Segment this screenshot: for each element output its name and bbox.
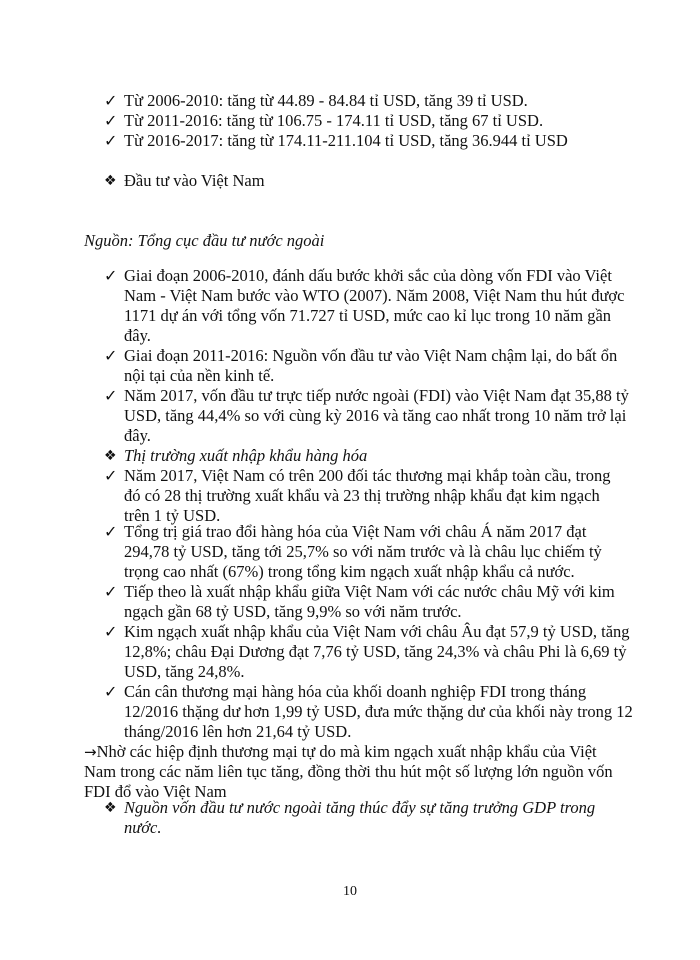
diamond-bullet-icon: ❖ <box>104 173 117 189</box>
diamond-bullet-icon: ❖ <box>104 448 117 464</box>
list-item-line: Năm 2017, Việt Nam có trên 200 đối tác thương mại khắp toàn cầu, trong <box>124 466 611 485</box>
section-heading-line: nước. <box>124 818 162 837</box>
check-icon: ✓ <box>104 466 118 485</box>
list-item-line: đây. <box>124 326 151 345</box>
list-item-line: Nam - Việt Nam bước vào WTO (2007). Năm 2008, Việt Nam thu hút được <box>124 286 625 305</box>
check-icon: ✓ <box>104 386 118 405</box>
list-item-line: đây. <box>124 426 151 445</box>
list-item-line: Năm 2017, vốn đầu tư trực tiếp nước ngoài (FDI) vào Việt Nam đạt 35,88 tỷ <box>124 386 629 405</box>
list-item-line: 1171 dự án với tổng vốn 71.727 tỉ USD, mức cao kỉ lục trong 10 năm gần <box>124 306 612 325</box>
list-item-line: trọng cao nhất (67%) trong tổng kim ngạch xuất nhập khẩu cả nước. <box>124 562 575 581</box>
check-icon: ✓ <box>104 582 118 601</box>
conclusion-line: FDI đổ vào Việt Nam <box>84 782 227 801</box>
check-icon: ✓ <box>104 91 118 110</box>
list-item-line: 294,78 tỷ USD, tăng tới 25,7% so với năm trước và là châu lục chiếm tỷ <box>124 542 602 561</box>
source-note: Nguồn: Tổng cục đầu tư nước ngoài <box>84 231 325 250</box>
check-icon: ✓ <box>104 266 118 285</box>
conclusion-line: Nam trong các năm liên tục tăng, đồng thời thu hút một số lượng lớn nguồn vốn <box>84 762 613 781</box>
list-item-line: Tổng trị giá trao đổi hàng hóa của Việt Nam với châu Á năm 2017 đạt <box>124 522 587 541</box>
arrow-right-icon: → <box>84 743 97 761</box>
conclusion-line <box>84 742 597 762</box>
check-icon: ✓ <box>104 131 118 150</box>
list-item-line: 12/2016 thặng dư hơn 1,99 tỷ USD, đưa mức thặng dư của khối này trong 12 <box>124 702 633 721</box>
section-heading: Đầu tư vào Việt Nam <box>124 171 265 190</box>
list-item-line: đó có 28 thị trường xuất khẩu và 23 thị trường nhập khẩu đạt kim ngạch <box>124 486 600 505</box>
check-icon: ✓ <box>104 111 118 130</box>
list-item-line: Giai đoạn 2011-2016: Nguồn vốn đầu tư vào Việt Nam chậm lại, do bất ổn <box>124 346 618 365</box>
check-icon: ✓ <box>104 346 118 365</box>
list-item: Từ 2011-2016: tăng từ 106.75 - 174.11 tỉ USD, tăng 67 tỉ USD. <box>124 111 544 130</box>
list-item: Từ 2016-2017: tăng từ 174.11-211.104 tỉ USD, tăng 36.944 tỉ USD <box>124 131 568 150</box>
page-number: 10 <box>343 884 357 899</box>
list-item-line: trên 1 tỷ USD. <box>124 506 221 525</box>
list-item-line: ngạch gần 68 tỷ USD, tăng 9,9% so với năm trước. <box>124 602 462 621</box>
check-icon: ✓ <box>104 682 118 701</box>
check-icon: ✓ <box>104 522 118 541</box>
list-item-line: tháng/2016 lên hơn 21,64 tỷ USD. <box>124 722 352 741</box>
list-item-line: Cán cân thương mại hàng hóa của khối doanh nghiệp FDI trong tháng <box>124 682 587 701</box>
list-item: Từ 2006-2010: tăng từ 44.89 - 84.84 tỉ USD, tăng 39 tỉ USD. <box>124 91 528 110</box>
conclusion-text: Nhờ các hiệp định thương mại tự do mà kim ngạch xuất nhập khẩu của Việt <box>96 742 597 761</box>
list-item-line: Kim ngạch xuất nhập khẩu của Việt Nam với châu Âu đạt 57,9 tỷ USD, tăng <box>124 622 630 641</box>
list-item-line: USD, tăng 44,4% so với cùng kỳ 2016 và tăng cao nhất trong 10 năm trở lại <box>124 406 627 425</box>
section-heading-line: Nguồn vốn đầu tư nước ngoài tăng thúc đẩy sự tăng trưởng GDP trong <box>124 798 596 817</box>
list-item-line: 12,8%; châu Đại Dương đạt 7,76 tỷ USD, tăng 24,3% và châu Phi là 6,69 tỷ <box>124 642 627 661</box>
list-item-line: Giai đoạn 2006-2010, đánh dấu bước khởi sắc của dòng vốn FDI vào Việt <box>124 266 612 285</box>
list-item-line: nội tại của nền kinh tế. <box>124 366 275 385</box>
diamond-bullet-icon: ❖ <box>104 800 117 816</box>
list-item-line: USD, tăng 24,8%. <box>124 662 245 681</box>
check-icon: ✓ <box>104 622 118 641</box>
section-heading: Thị trường xuất nhập khẩu hàng hóa <box>124 446 368 465</box>
list-item-line: Tiếp theo là xuất nhập khẩu giữa Việt Nam với các nước châu Mỹ với kim <box>124 582 615 601</box>
